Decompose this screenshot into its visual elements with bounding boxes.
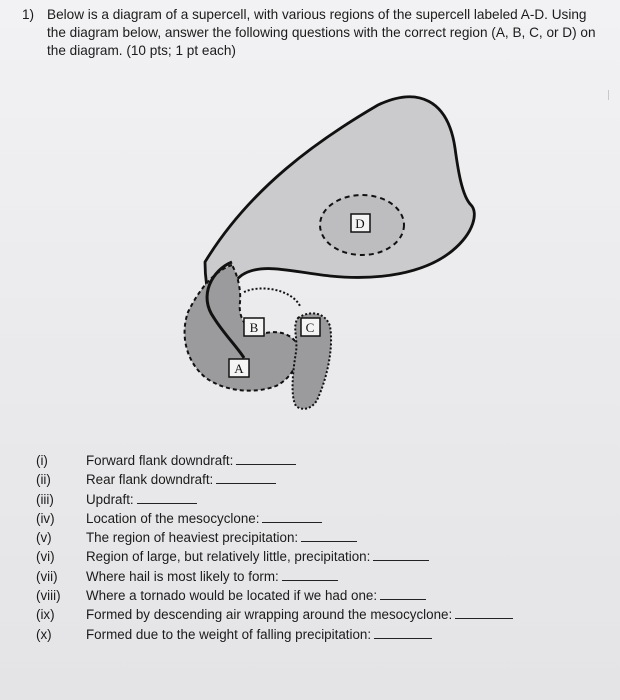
item-text-wrap bbox=[86, 470, 276, 489]
item-text-wrap bbox=[86, 605, 513, 624]
item-text: Forward flank downdraft: bbox=[86, 453, 234, 468]
label-box-d bbox=[351, 214, 370, 232]
question-item bbox=[36, 567, 596, 586]
answer-blank[interactable] bbox=[216, 472, 276, 484]
gust-front-arc bbox=[244, 288, 300, 306]
item-number: (viii) bbox=[36, 588, 61, 604]
question-item bbox=[36, 547, 596, 566]
answer-blank[interactable] bbox=[282, 569, 338, 581]
item-text: Where hail is most likely to form: bbox=[86, 568, 279, 584]
item-text: Location of the mesocyclone: bbox=[86, 510, 260, 526]
label-box-c bbox=[301, 318, 320, 336]
item-text-wrap bbox=[86, 528, 357, 547]
item-number: (i) bbox=[36, 453, 48, 468]
label-b: B bbox=[249, 320, 259, 335]
item-number: (vii) bbox=[36, 568, 58, 584]
question-item bbox=[36, 451, 596, 470]
answer-blank[interactable] bbox=[380, 588, 426, 600]
item-text: Region of large, but relatively little, precipitation: bbox=[86, 549, 371, 565]
label-c: C bbox=[305, 320, 315, 335]
item-text-wrap bbox=[86, 625, 432, 644]
item-text: Formed by descending air wrapping around the mesocyclone: bbox=[86, 607, 453, 623]
label-box-a bbox=[229, 359, 249, 377]
item-number: (ix) bbox=[36, 607, 55, 623]
question-item bbox=[36, 586, 596, 605]
question-item bbox=[36, 605, 596, 624]
item-number: (vi) bbox=[36, 549, 55, 565]
question-item bbox=[36, 528, 596, 547]
answer-blank[interactable] bbox=[301, 530, 357, 542]
label-a: A bbox=[234, 361, 244, 376]
label-box-b bbox=[244, 318, 264, 336]
question-item bbox=[36, 625, 596, 644]
question-list bbox=[36, 451, 596, 644]
item-text-wrap bbox=[86, 547, 429, 566]
label-d: D bbox=[355, 216, 365, 231]
item-number: (iv) bbox=[36, 510, 55, 526]
answer-blank[interactable] bbox=[137, 492, 197, 504]
item-number: (ii) bbox=[36, 472, 51, 488]
item-number: (iii) bbox=[36, 491, 54, 507]
item-text-wrap bbox=[86, 451, 296, 470]
item-text: The region of heaviest precipitation: bbox=[86, 530, 299, 546]
item-text-wrap bbox=[86, 490, 197, 509]
answer-blank[interactable] bbox=[236, 453, 296, 465]
answer-blank[interactable] bbox=[374, 627, 432, 639]
item-text-wrap bbox=[86, 509, 322, 528]
question-item bbox=[36, 470, 596, 489]
item-text: Rear flank downdraft: bbox=[86, 472, 214, 488]
answer-blank[interactable] bbox=[455, 607, 513, 619]
question-text: Below is a diagram of a supercell, with various regions of the supercell labeled A-D. Using the diagram below, answer the following questions with the correct region (A, B, C, or D) on the diagram. (10 pts; 1 pt each) bbox=[47, 7, 596, 58]
item-text: Where a tornado would be located if we had one: bbox=[86, 588, 378, 604]
item-number: (v) bbox=[36, 530, 52, 546]
answer-blank[interactable] bbox=[262, 511, 322, 523]
item-text: Updraft: bbox=[86, 491, 134, 507]
question-number: 1) bbox=[22, 7, 35, 22]
item-number: (x) bbox=[36, 626, 52, 642]
item-text-wrap bbox=[86, 586, 426, 605]
question-item bbox=[36, 490, 596, 509]
item-text-wrap bbox=[86, 567, 338, 586]
question-item bbox=[36, 509, 596, 528]
item-text: Formed due to the weight of falling precipitation: bbox=[86, 626, 372, 642]
answer-blank[interactable] bbox=[373, 549, 429, 561]
